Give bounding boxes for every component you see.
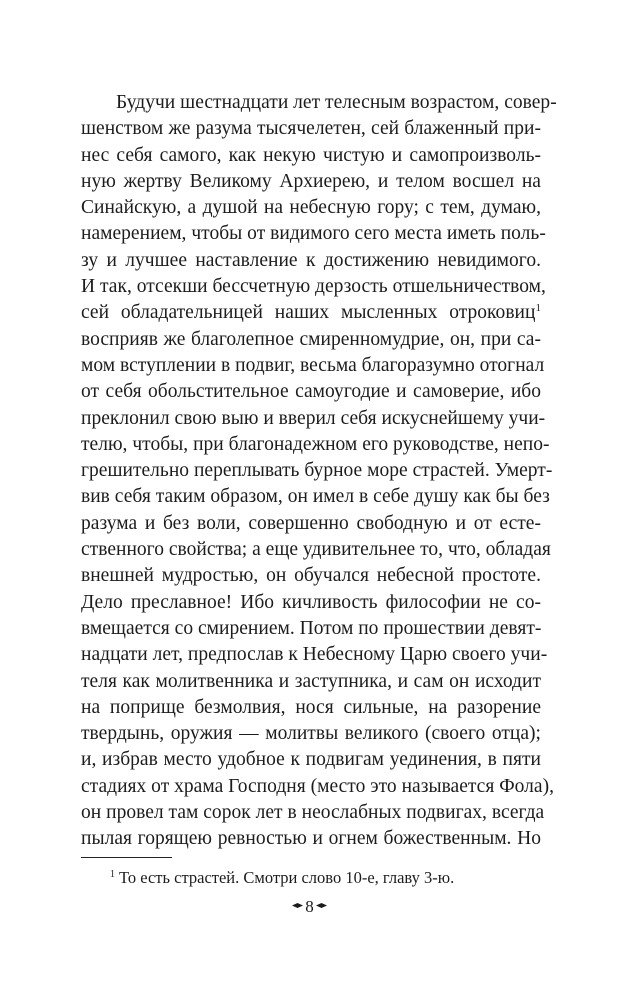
text-line: и, избрав место удобное к подвигам уединения, в пяти (81, 749, 541, 771)
text-line: нес себя самого, как некую чистую и самопроизволь- (81, 144, 541, 166)
text-line: телю, чтобы, при благонадежном его руководстве, непо- (81, 433, 550, 455)
text-line: намерением, чтобы от видимого сего места иметь поль- (81, 223, 546, 245)
footnote (110, 868, 454, 888)
diamond-ornament-icon (292, 903, 303, 908)
text-line: зу и лучшее наставление к достижению невидимого. (81, 249, 541, 271)
text-line: внешней мудростью, он обучался небесной простоте. (81, 565, 541, 587)
footnote-reference[interactable]: 1 (535, 302, 541, 315)
text-line: на поприще безмолвия, нося сильные, на разорение (81, 696, 541, 718)
text-line: твердынь, оружия — молитвы великого (своего отца); (81, 723, 541, 745)
text-line: ственного свойства; а еще удивительнее то, что, обладая (81, 539, 551, 561)
text-line: грешительно переплывать бурное море страстей. Умерт- (81, 460, 553, 482)
text-line: Синайскую, а душой на небесную гору; с тем, думаю, (81, 197, 541, 219)
main-text (81, 90, 557, 853)
text-line: вив себя таким образом, он имел в себе душу как бы без (81, 486, 550, 508)
diamond-ornament-icon (316, 903, 327, 908)
page-number: 8 (305, 897, 314, 916)
footnote-mark: 1 (110, 869, 115, 880)
text-line: стадиях от храма Господня (место это называется Фола), (81, 775, 555, 797)
text-line: от себя обольстительное самоугодие и самоверие, ибо (81, 381, 541, 403)
footnote-text: То есть страстей. Смотри слово 10-е, главу 3-ю. (119, 868, 455, 887)
text-line: ную жертву Великому Архиерею, и телом восшел на (81, 170, 541, 192)
text-line: он провел там сорок лет в неослабных подвигах, всегда (81, 802, 545, 824)
text-line: Будучи шестнадцати лет телесным возрастом, совер- (116, 92, 557, 113)
text-line: теля как молитвенника и заступника, и сам он исходит (81, 670, 541, 692)
text-line: надцати лет, предпослав к Небесному Царю своего учи- (81, 644, 548, 666)
text-line: вмещается со смирением. Потом по прошествии девят- (81, 617, 542, 639)
page-footer (0, 897, 619, 917)
text-line-content: сей обладательницей наших мысленных отроковиц (81, 302, 536, 324)
text-line: восприяв же благолепное смиренномудрие, он, при са- (81, 328, 541, 350)
text-line: преклонил свою выю и вверил себя искуснейшему учи- (81, 407, 546, 429)
footnote-divider (81, 857, 172, 858)
text-line: пылая горящею ревностью и огнем божественным. Но (81, 828, 541, 850)
text-line: Дело преславное! Ибо кичливость философии не со- (81, 591, 541, 613)
text-line: разума и без воли, совершенно свободную и от есте- (81, 512, 541, 534)
text-line (81, 300, 541, 326)
text-line: И так, отсекши бессчетную дерзость отшельничеством, (81, 276, 546, 298)
text-line: шенством же разума тысячелетен, сей блаженный при- (81, 118, 541, 140)
text-line: мом вступлении в подвиг, весьма благоразумно отогнал (81, 354, 545, 376)
